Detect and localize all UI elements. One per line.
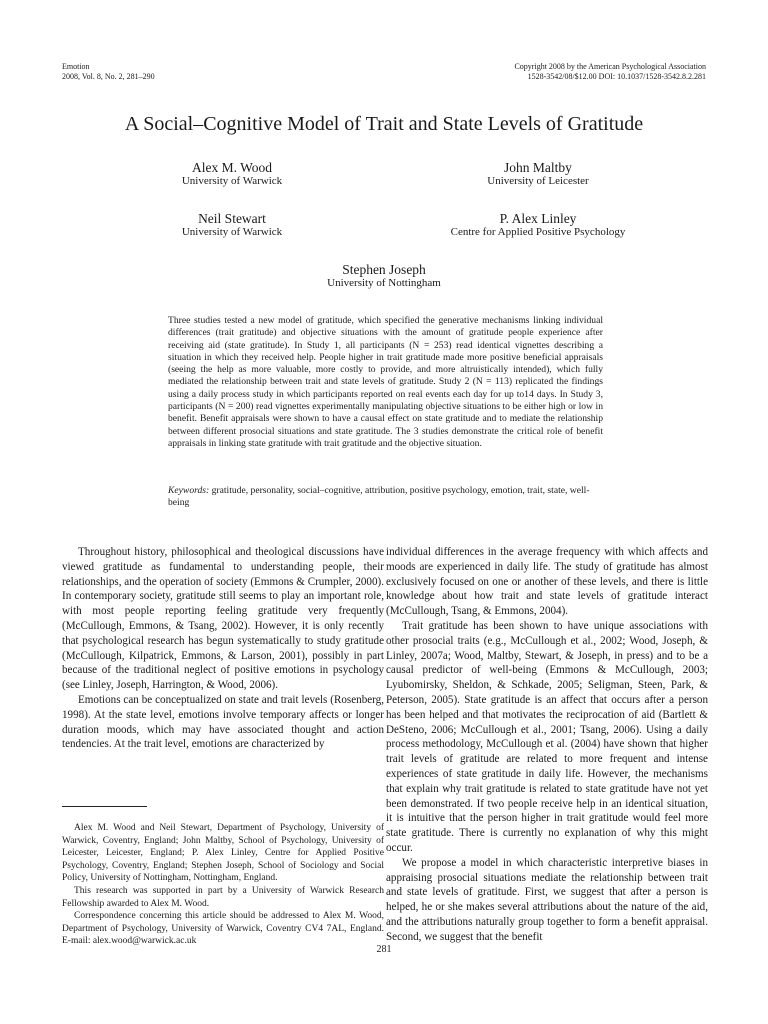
author-affiliation: University of Warwick [181,175,283,187]
author-block [112,160,352,188]
author-name: P. Alex Linley [499,211,577,226]
body-paragraph: individual differences in the average frequency with which affects and moods are experienced in daily life. The study of gratitude has almost exclusively focused on one or another of these levels, and there is little knowledge about how trait and state levels of gratitude interact (McCullough, Tsang, & Emmons, 2004). [386,546,708,618]
running-header-left [62,62,155,81]
body-paragraph: We propose a model in which characteristic interpretive biases in appraising prosocial situations mediate the relationship between trait and state levels of gratitude. First, we suggest that after a person is helped, he or she makes several attributions about the nature of the aid, and the attributions naturally group together to form a benefit appraisal. Second, we suggest that the benefit [386,856,708,943]
keywords-list: gratitude, personality, social–cognitive, attribution, positive psychology, emotion, trait, state, well-being [168,485,590,509]
author-affiliation: University of Warwick [181,226,283,238]
article-title: A Social–Cognitive Model of Trait and State Levels of Gratitude [124,113,644,135]
footnote-paragraph: Alex M. Wood and Neil Stewart, Department of Psychology, University of Warwick, Coventry, England; John Maltby, School of Psychology, University of Leicester, Leicester, England; P. Alex Linley, Centre for Applied Positive Psychology, Coventry, England; Stephen Joseph, School of Sociology and Social Policy, University of Nottingham, Nottingham, England. [62,823,384,884]
author-block [112,211,352,239]
doi-line: 1528-3542/08/$12.00 DOI: 10.1037/1528-3542.8.2.281 [527,71,706,81]
journal-name: Emotion [62,62,90,71]
keywords [168,485,603,510]
journal-citation: 2008, Vol. 8, No. 2, 281–290 [62,71,155,81]
author-name: Alex M. Wood [191,160,273,175]
footnote-paragraph: Correspondence concerning this article should be addressed to Alex M. Wood, Department of Psychology, University of Warwick, Coventry CV4 7AL, England. E-mail: alex.wood@warwick.ac.uk [62,911,384,947]
author-affiliation: University of Leicester [487,175,589,187]
author-name: Neil Stewart [198,211,266,226]
author-block [418,211,658,239]
body-column-left [62,545,384,752]
body-paragraph: Trait gratitude has been shown to have unique associations with other prosocial traits (e.g., McCullough et al., 2002; Wood, Joseph, & Linley, 2007a; Wood, Maltby, Stewart, & Joseph, in press) and to be a causal predictor of well-being (Emmons & McCullough, 2003; Lyubomirsky, Sheldon, & Schkade, 2005; Seligman, Steen, Park, & Peterson, 2005). State gratitude is an affect that occurs after a person has been helped and that motivates the reciprocation of aid (Bartlett & DeSteno, 2006; McCullough et al., 2001; Tsang, 2006). Using a daily process methodology, McCullough et al. (2004) have shown that higher trait levels of gratitude are related to more frequent and intense experiences of state gratitude in daily life. However, the mechanisms that explain why trait gratitude is related to state gratitude have not yet been demonstrated. If two people receive help in an identical situation, it is intuitive that the person higher in trait gratitude would feel more state gratitude. There is currently no explanation of why this might occur. [386,619,708,854]
footnote-paragraph: This research was supported in part by a University of Warwick Research Fellowship awarded to Alex M. Wood. [62,885,384,909]
author-name: Stephen Joseph [342,262,426,277]
author-affiliation: University of Nottingham [327,277,441,289]
keywords-label: Keywords: [168,485,210,496]
author-block [264,262,504,290]
author-affiliation: Centre for Applied Positive Psychology [450,226,626,238]
footnote-divider [62,806,147,807]
abstract: Three studies tested a new model of gratitude, which specified the generative mechanisms linking individual differences (trait gratitude) and objective situations with the amount of gratitude people experience after receiving aid (state gratitude). In Study 1, all participants (N = 253) read identical vignettes describing a situation in which they received help. People higher in trait gratitude made more positive beneficial appraisals (seeing the help as more valuable, more costly to provide, and more altruistically intended), which fully mediated the relationship between trait and state levels of gratitude. Study 2 (N = 113) replicated the findings using a daily process study in which participants reported on real events each day for up to14 days. In Study 3, participants (N = 200) read vignettes experimentally manipulating objective situations to be either high or low in benefit. Benefit appraisals were shown to have a causal effect on state gratitude and to mediate the relationship between different prosocial situations and state gratitude. The 3 studies demonstrate the critical role of benefit appraisals in linking state gratitude with trait gratitude and the objective situation. [168,315,603,449]
body-column-right [386,545,708,945]
author-note [62,822,384,948]
page-number: 281 [376,944,392,955]
copyright-notice: Copyright 2008 by the American Psychological Association [514,62,706,71]
body-paragraph: Throughout history, philosophical and theological discussions have viewed gratitude as fundamental to understanding people, their relationships, and the operation of society (Emmons & Crumpler, 2000). In contemporary society, gratitude still seems to play an important role, with most people reporting feeling gratitude very frequently (McCullough, Emmons, & Tsang, 2002). However, it is only recently that psychological research has begun systematically to study gratitude (McCullough, Kilpatrick, Emmons, & Larson, 2001), possibly in part because of the traditional neglect of positive emotions in psychology (see Linley, Joseph, Harrington, & Wood, 2006). [62,546,384,692]
running-header-right [514,62,706,81]
body-paragraph: Emotions can be conceptualized on state and trait levels (Rosenberg, 1998). At the state level, emotions involve temporary affects or longer duration moods, which may have associated thought and action tendencies. At the trait level, emotions are characterized by [62,693,384,751]
author-name: John Maltby [504,160,572,175]
author-block [418,160,658,188]
